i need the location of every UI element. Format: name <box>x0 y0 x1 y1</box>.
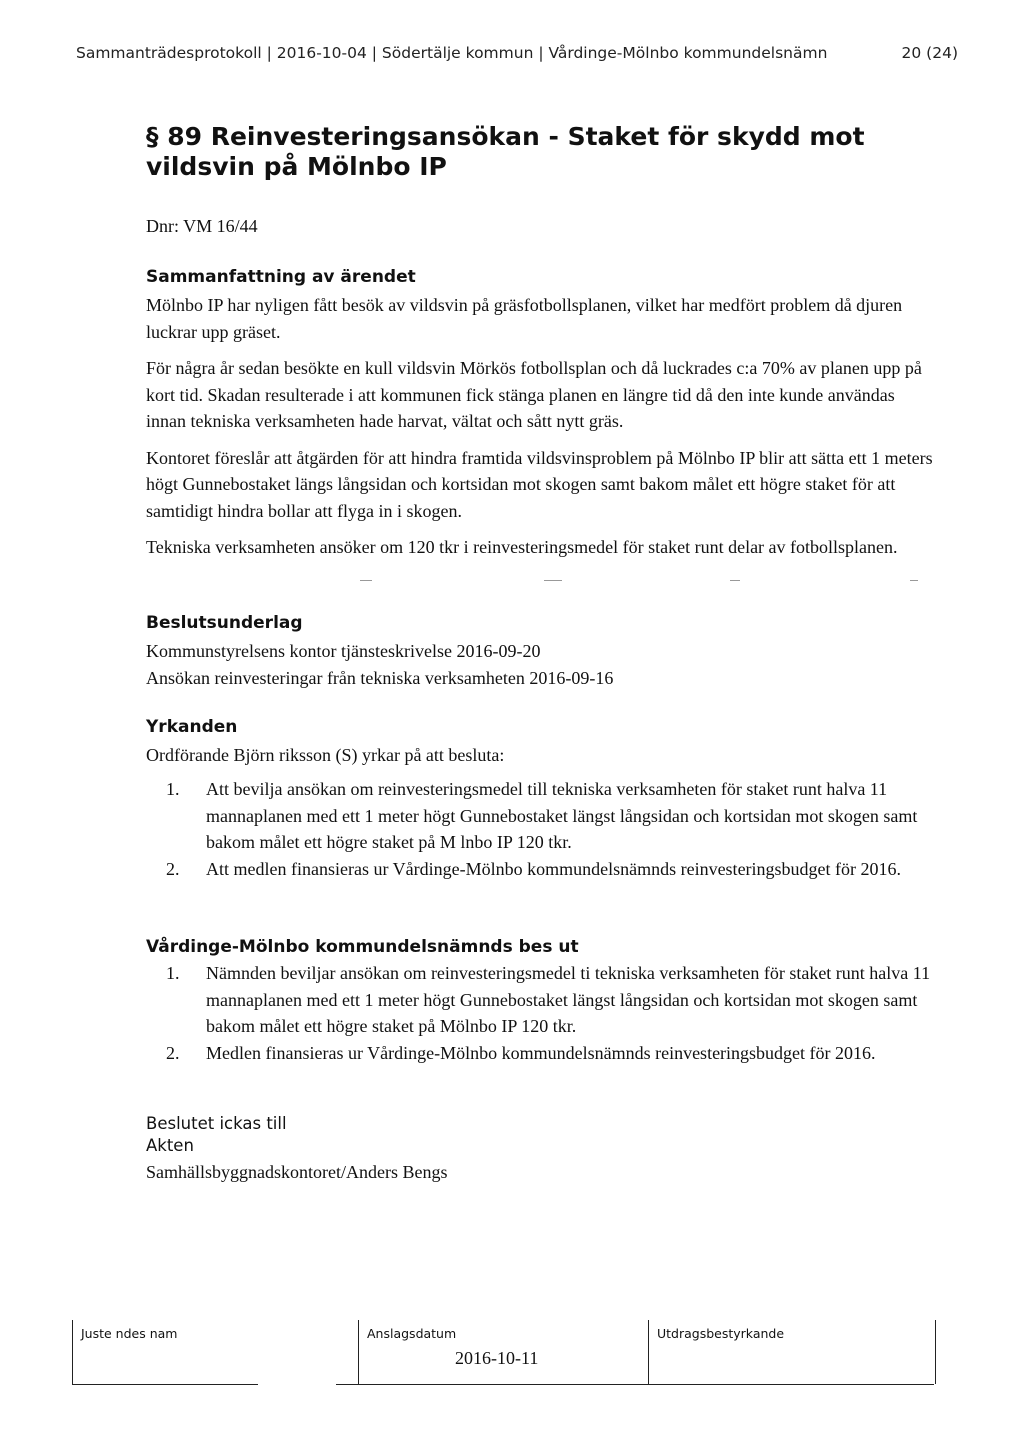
divider <box>730 580 740 581</box>
footer-cell-certification <box>648 1320 936 1384</box>
basis-line: Ansökan reinvesteringar från tekniska verksamheten 2016-09-16 <box>146 667 614 688</box>
summary-paragraph: Mölnbo IP har nyligen fått besök av vildsvin på gräsfotbollsplanen, vilket har medfört problem då djuren luckrar upp gräset. <box>146 295 903 342</box>
header-meta: Sammanträdesprotokoll | 2016-10-04 | Södertälje kommun | Vårdinge-Mölnbo kommundelsnämn <box>76 44 828 62</box>
list-item <box>146 1040 936 1067</box>
list-text: Medlen finansieras ur Vårdinge-Mölnbo kommundelsnämnds reinvesteringsbudget för 2016. <box>206 1042 876 1063</box>
footer-cell-posting-date <box>358 1320 649 1384</box>
summary-paragraph: Tekniska verksamheten ansöker om 120 tkr i reinvesteringsmedel för staket runt delar av fotbollsplanen. <box>146 537 898 557</box>
divider <box>360 580 372 581</box>
distribution-section <box>146 1114 936 1186</box>
claims-section <box>146 716 936 769</box>
list-number: 2. <box>166 1042 180 1063</box>
list-number: 1. <box>166 779 180 799</box>
signature-line <box>72 1384 258 1385</box>
summary-paragraph: Kontoret föreslår att åtgärden för att hindra framtida vildsvinsproblem på Mölnbo IP blir att sätta ett 1 meters högt Gunnebostaket längs långsidan och kortsidan mot skogen samt bakom målet ett högre staket för att samtidigt hindra bollar att flyga in i skogen. <box>146 447 933 521</box>
claims-heading: Yrkanden <box>146 717 238 737</box>
claims-list <box>146 776 936 882</box>
distribution-label: Beslutet ickas till <box>146 1114 287 1133</box>
distribution-recipient: Samhällsbyggnadskontoret/Anders Bengs <box>146 1162 448 1182</box>
basis-section <box>146 612 936 691</box>
page-header <box>76 44 958 62</box>
signature-line <box>336 1384 934 1385</box>
case-number: Dnr: VM 16/44 <box>146 216 258 236</box>
list-text: Att bevilja ansökan om reinvesteringsmedel till tekniska verksamheten för staket runt halva 11 mannaplanen med ett 1 meter högt Gunnebostaket längst långsidan och kortsidan mot skogen samt bakom målet ett högre staket på M lnbo IP 120 tkr. <box>206 779 918 852</box>
footer-label: Anslagsdatum <box>367 1326 457 1341</box>
section-title: § 89 Reinvesteringsansökan - Staket för skydd mot vildsvin på Mölnbo IP <box>146 122 865 181</box>
basis-heading: Beslutsunderlag <box>146 613 303 633</box>
list-item <box>146 776 936 856</box>
decision-heading: Vårdinge-Mölnbo kommundelsnämnds bes ut <box>146 937 579 957</box>
divider <box>910 580 918 581</box>
page-number: 20 (24) <box>901 44 958 62</box>
list-item <box>146 960 936 1040</box>
signature-footer <box>72 1320 934 1384</box>
basis-line: Kommunstyrelsens kontor tjänsteskrivelse 2016-09-20 <box>146 641 541 661</box>
list-text: Att medlen finansieras ur Vårdinge-Mölnbo kommundelsnämnds reinvesteringsbudget för 2016. <box>206 858 902 879</box>
list-number: 1. <box>166 963 180 983</box>
footer-cell-adjusters <box>72 1320 357 1384</box>
footer-label: Juste ndes nam <box>81 1326 178 1341</box>
divider <box>544 580 562 581</box>
footer-label: Utdragsbestyrkande <box>657 1326 785 1341</box>
list-item <box>146 856 936 883</box>
decision-section <box>146 936 936 958</box>
list-number: 2. <box>166 858 180 879</box>
claims-intro: Ordförande Björn riksson (S) yrkar på att besluta: <box>146 745 505 765</box>
summary-paragraph: För några år sedan besökte en kull vildsvin Mörkös fotbollsplan och då luckrades c:a 70% av planen upp på kort tid. Skadan resulterade i att kommunen fick stänga planen en längre tid då den inte kunde användas innan tekniska verksamheten hade harvat, vältat och sått nytt gräs. <box>146 358 922 431</box>
decision-list <box>146 960 936 1066</box>
posting-date: 2016-10-11 <box>455 1348 539 1368</box>
distribution-recipient: Akten <box>146 1136 194 1155</box>
summary-heading: Sammanfattning av ärendet <box>146 267 416 287</box>
summary-section <box>146 266 936 561</box>
list-text: Nämnden beviljar ansökan om reinvesteringsmedel ti tekniska verksamheten för staket runt halva 11 mannaplanen med ett 1 meter högt Gunnebostaket längst långsidan och kortsidan mot skogen samt bakom målet ett högre staket på Mölnbo IP 120 tkr. <box>206 963 931 1036</box>
